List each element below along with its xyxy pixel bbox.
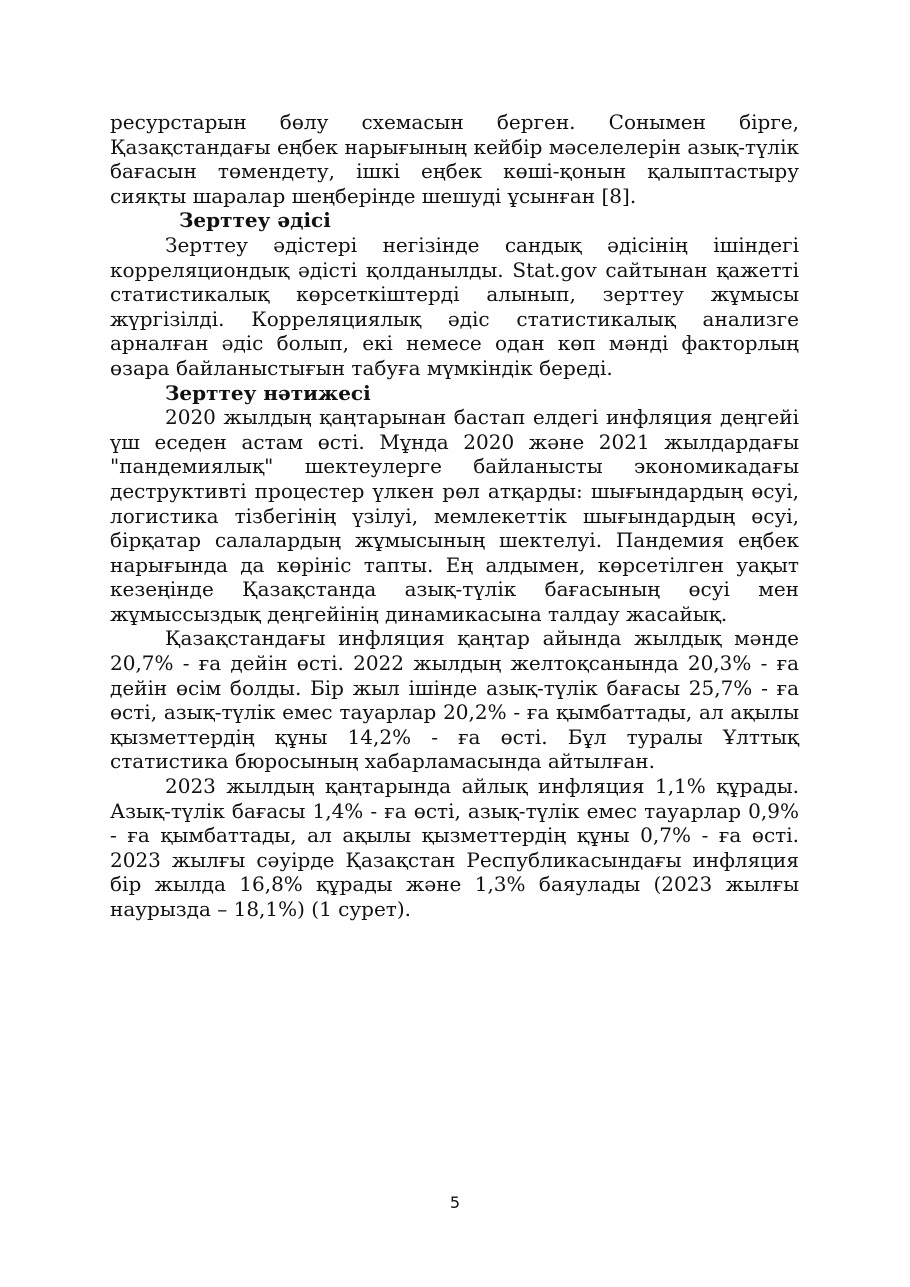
page-number: 5 bbox=[449, 1193, 461, 1212]
paragraph-intro-continuation: ресурстарын бөлу схемасын берген. Сонымен бірге, Қазақстандағы еңбек нарығының кейбір мәселелерін азық-түлік бағасын төмендету, ішкі еңбек көші-қонын қалыптастыру сияқты шаралар шеңберінде шешуді ұсынған [8]. bbox=[110, 110, 799, 208]
paragraph-results-2: Қазақстандағы инфляция қаңтар айында жылдық мәнде 20,7% - ға дейін өсті. 2022 жылдың желтоқсанында 20,3% - ға дейін өсім болды. Бір жыл ішінде азық-түлік бағасы 25,7% - ға өсті, азық-түлік емес тауарлар 20,2% - ға қымбаттады, ал ақылы қызметтердің құны 14,2% - ға өсті. Бұл туралы Ұлттық статистика бюросының хабарламасында айтылған. bbox=[110, 626, 799, 774]
paragraph-results-1: 2020 жылдың қаңтарынан бастап елдегі инфляция деңгейі үш еседен астам өсті. Мұнда 2020 және 2021 жылдардағы "пандемиялық" шектеулерге байланысты экономикадағы деструктивті процестер үлкен рөл атқарды: шығындардың өсуі, логистика тізбегінің үзілуі, мемлекеттік шығындардың өсуі, бірқатар салалардың жұмысының шектелуі. Пандемия еңбек нарығында да көрініс тапты. Ең алдымен, көрсетілген уақыт кезеңінде Қазақстанда азық-түлік бағасының өсуі мен жұмыссыздық деңгейінің динамикасына талдау жасайық. bbox=[110, 405, 799, 626]
paragraph-results-3: 2023 жылдың қаңтарында айлық инфляция 1,1% құрады. Азық-түлік бағасы 1,4% - ға өсті, азық-түлік емес тауарлар 0,9% - ға қымбаттады, ал ақылы қызметтердің құны 0,7% - ға өсті. 2023 жылғы сәуірде Қазақстан Республикасындағы инфляция бір жылда 16,8% құрады және 1,3% баяулады (2023 жылғы наурызда – 18,1%) (1 сурет). bbox=[110, 774, 799, 921]
section-heading-results: Зерттеу нәтижесі bbox=[165, 380, 371, 405]
paragraph-method: Зерттеу әдістері негізінде сандық әдісінің ішіндегі корреляциондық әдісті қолданылды. Stat.gov сайтынан қажетті статистикалық көрсеткіштерді алынып, зерттеу жұмысы жүргізілді. Корреляциялық әдіс статистикалық анализге арналған әдіс болып, екі немесе одан көп мәнді факторлың өзара байланыстығын табуға мүмкіндік береді. bbox=[110, 232, 799, 380]
document-page bbox=[110, 110, 799, 922]
section-heading-method: Зерттеу әдісі bbox=[179, 208, 331, 233]
